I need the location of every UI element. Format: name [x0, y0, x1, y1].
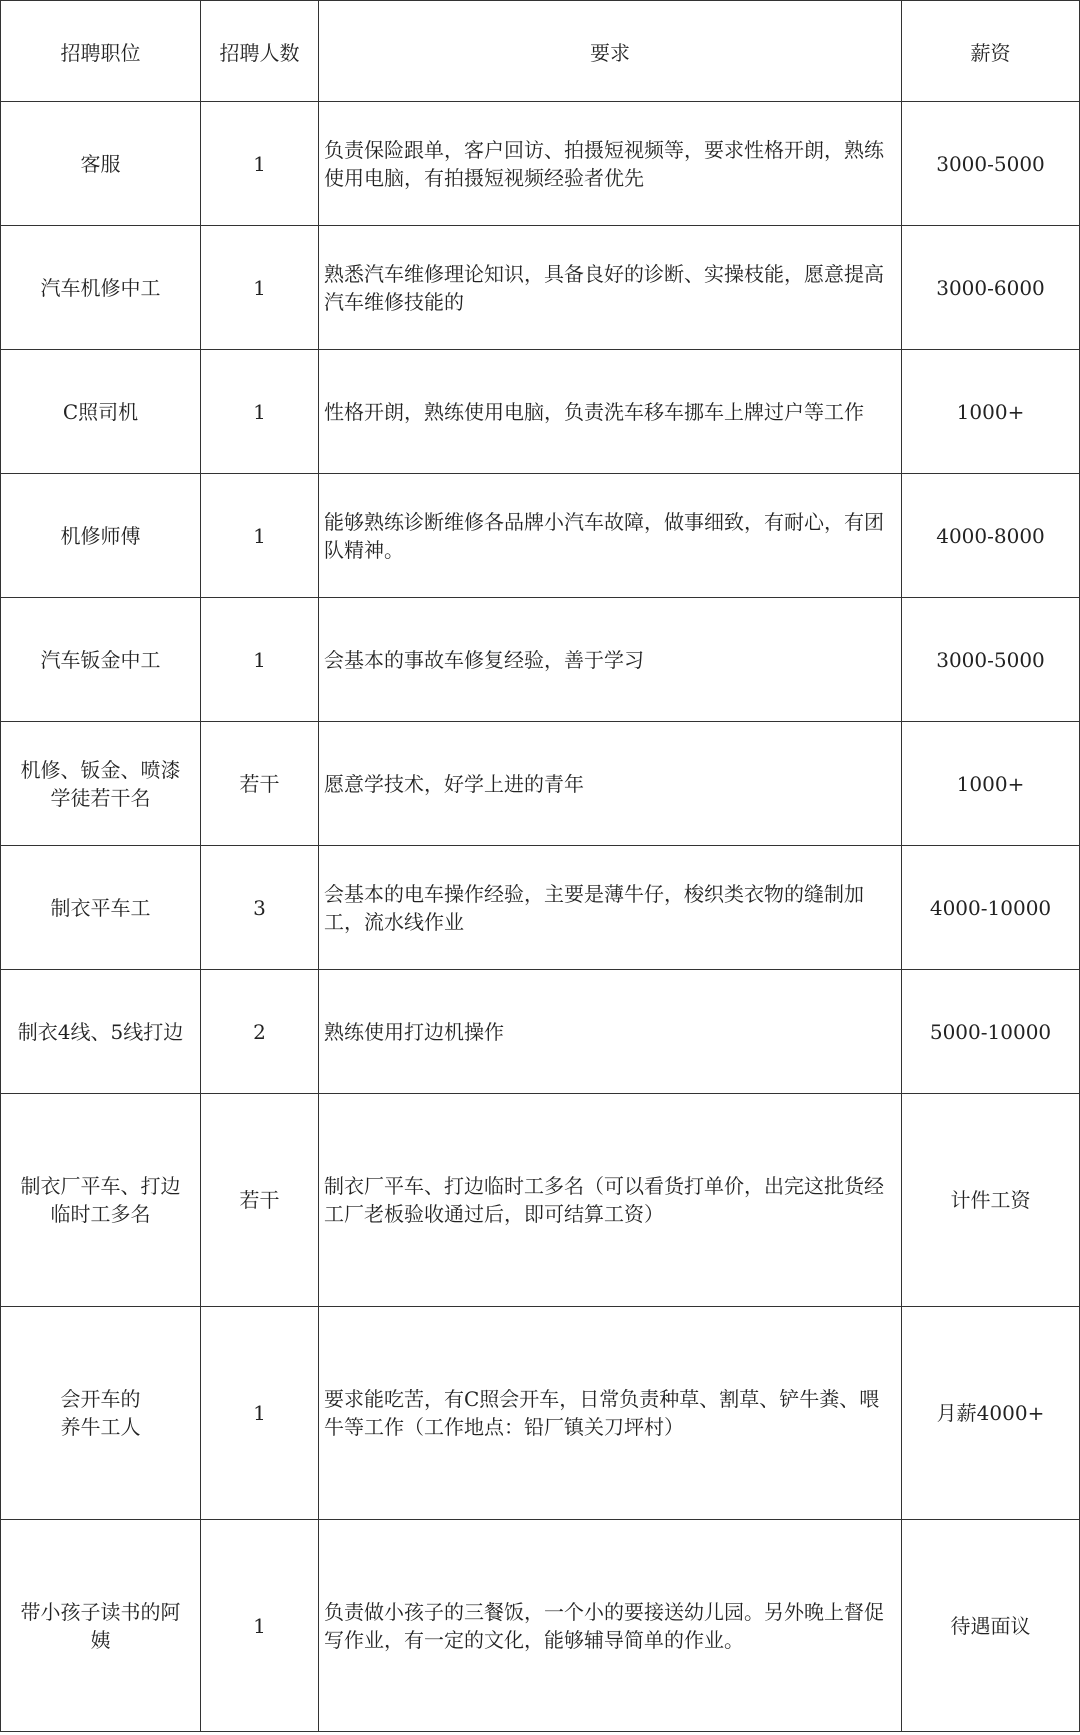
table-row	[1, 1094, 1080, 1307]
cell-requirement: 负责保险跟单，客户回访、拍摄短视频等，要求性格开朗，熟练使用电脑，有拍摄短视频经验者优先	[319, 102, 902, 226]
cell-count: 2	[201, 970, 319, 1094]
header-requirement: 要求	[319, 1, 902, 102]
cell-salary: 计件工资	[902, 1094, 1080, 1307]
table-row	[1, 474, 1080, 598]
cell-salary: 3000-5000	[902, 102, 1080, 226]
cell-requirement: 能够熟练诊断维修各品牌小汽车故障，做事细致，有耐心，有团队精神。	[319, 474, 902, 598]
cell-position: 会开车的 养牛工人	[1, 1307, 201, 1520]
cell-count: 若干	[201, 1094, 319, 1307]
table-row	[1, 226, 1080, 350]
cell-salary: 3000-5000	[902, 598, 1080, 722]
cell-requirement: 愿意学技术，好学上进的青年	[319, 722, 902, 846]
cell-position: 客服	[1, 102, 201, 226]
cell-count: 1	[201, 226, 319, 350]
cell-requirement: 熟悉汽车维修理论知识，具备良好的诊断、实操枝能，愿意提高汽车维修技能的	[319, 226, 902, 350]
cell-count: 1	[201, 474, 319, 598]
header-position: 招聘职位	[1, 1, 201, 102]
cell-position: 带小孩子读书的阿 姨	[1, 1520, 201, 1732]
cell-count: 3	[201, 846, 319, 970]
cell-position: 制衣平车工	[1, 846, 201, 970]
cell-count: 1	[201, 350, 319, 474]
cell-requirement: 负责做小孩子的三餐饭，一个小的要接送幼儿园。另外晚上督促写作业，有一定的文化，能够辅导简单的作业。	[319, 1520, 902, 1732]
cell-position: 机修、钣金、喷漆 学徒若干名	[1, 722, 201, 846]
cell-requirement: 熟练使用打边机操作	[319, 970, 902, 1094]
cell-salary: 待遇面议	[902, 1520, 1080, 1732]
cell-requirement: 会基本的电车操作经验，主要是薄牛仔，梭织类衣物的缝制加工，流水线作业	[319, 846, 902, 970]
cell-salary: 4000-8000	[902, 474, 1080, 598]
table-row	[1, 846, 1080, 970]
cell-count: 1	[201, 102, 319, 226]
cell-requirement: 制衣厂平车、打边临时工多名（可以看货打单价，出完这批货经工厂老板验收通过后，即可结算工资）	[319, 1094, 902, 1307]
table-row	[1, 722, 1080, 846]
cell-position: 机修师傅	[1, 474, 201, 598]
cell-count: 1	[201, 1307, 319, 1520]
cell-position: C照司机	[1, 350, 201, 474]
cell-salary: 1000+	[902, 350, 1080, 474]
table-row	[1, 350, 1080, 474]
cell-position: 制衣4线、5线打边	[1, 970, 201, 1094]
table-row	[1, 102, 1080, 226]
cell-salary: 1000+	[902, 722, 1080, 846]
cell-requirement: 会基本的事故车修复经验，善于学习	[319, 598, 902, 722]
table-row	[1, 598, 1080, 722]
header-row	[1, 1, 1080, 102]
header-count: 招聘人数	[201, 1, 319, 102]
cell-position: 汽车钣金中工	[1, 598, 201, 722]
cell-position: 汽车机修中工	[1, 226, 201, 350]
cell-count: 1	[201, 1520, 319, 1732]
table-row	[1, 1520, 1080, 1732]
table-row	[1, 1307, 1080, 1520]
cell-salary: 月薪4000+	[902, 1307, 1080, 1520]
cell-requirement: 要求能吃苦，有C照会开车，日常负责种草、割草、铲牛粪、喂牛等工作（工作地点：铅厂镇关刀坪村）	[319, 1307, 902, 1520]
cell-count: 若干	[201, 722, 319, 846]
cell-salary: 3000-6000	[902, 226, 1080, 350]
cell-count: 1	[201, 598, 319, 722]
cell-requirement: 性格开朗，熟练使用电脑，负责洗车移车挪车上牌过户等工作	[319, 350, 902, 474]
header-salary: 薪资	[902, 1, 1080, 102]
cell-salary: 4000-10000	[902, 846, 1080, 970]
cell-salary: 5000-10000	[902, 970, 1080, 1094]
table-row	[1, 970, 1080, 1094]
cell-position: 制衣厂平车、打边 临时工多名	[1, 1094, 201, 1307]
